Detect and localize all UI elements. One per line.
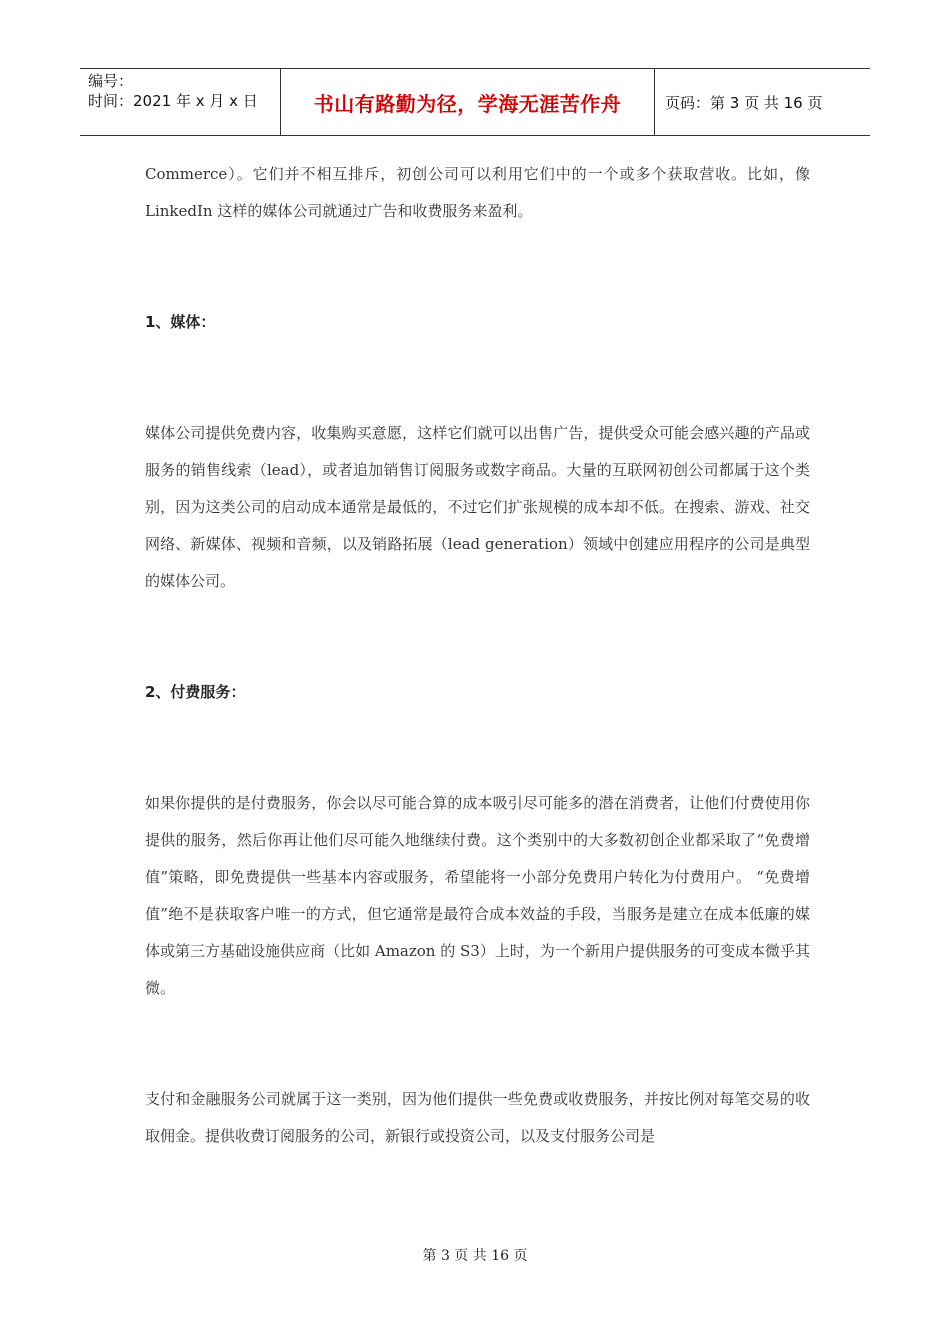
document-body — [145, 156, 810, 1155]
header-motto: 书山有路勤为径，学海无涯苦作舟 — [281, 69, 655, 135]
serial-label: 编号： — [88, 72, 134, 90]
header-page-info: 页码：第 3 页 共 16 页 — [665, 93, 823, 112]
document-header — [80, 68, 870, 136]
paid-services-paragraph-2: 支付和金融服务公司就属于这一类别，因为他们提供一些免费或收费服务，并按比例对每笔交易的收取佣金。提供收费订阅服务的公司，新银行或投资公司，以及支付服务公司是 — [145, 1090, 810, 1145]
section-heading-media: 1、媒体： — [145, 313, 216, 331]
section-heading-paid-services: 2、付费服务： — [145, 683, 246, 701]
paid-services-paragraph-1: 如果你提供的是付费服务，你会以尽可能合算的成本吸引尽可能多的潜在消费者，让他们付费使用你提供的服务，然后你再让他们尽可能久地继续付费。这个类别中的大多数初创企业都采取了“免费增值”策略，即免费提供一些基本内容或服务，希望能将一小部分免费用户转化为付费用户。 “免费增值”绝不是获取客户唯一的方式，但它通常是最符合成本效益的手段，当服务是建立在成本低廉的媒体或第三方基础设施供应商（比如 Amazon 的 S3）上时，为一个新用户提供服务的可变成本微乎其微。 — [145, 794, 810, 997]
page-footer: 第 3 页 共 16 页 — [422, 1248, 528, 1264]
media-paragraph: 媒体公司提供免费内容，收集购买意愿，这样它们就可以出售广告，提供受众可能会感兴趣的产品或服务的销售线索（lead），或者追加销售订阅服务或数字商品。大量的互联网初创公司都属于这个类别，因为这类公司的启动成本通常是最低的，不过它们扩张规模的成本却不低。在搜索、游戏、社交网络、新媒体、视频和音频，以及销路拓展（lead generation）领域中创建应用程序的公司是典型的媒体公司。 — [145, 424, 810, 590]
header-meta — [80, 69, 281, 135]
date-label: 时间：2021 年 x 月 x 日 — [88, 92, 258, 110]
intro-paragraph: Commerce）。它们并不相互排斥，初创公司可以利用它们中的一个或多个获取营收。比如，像 LinkedIn 这样的媒体公司就通过广告和收费服务来盈利。 — [145, 165, 810, 220]
